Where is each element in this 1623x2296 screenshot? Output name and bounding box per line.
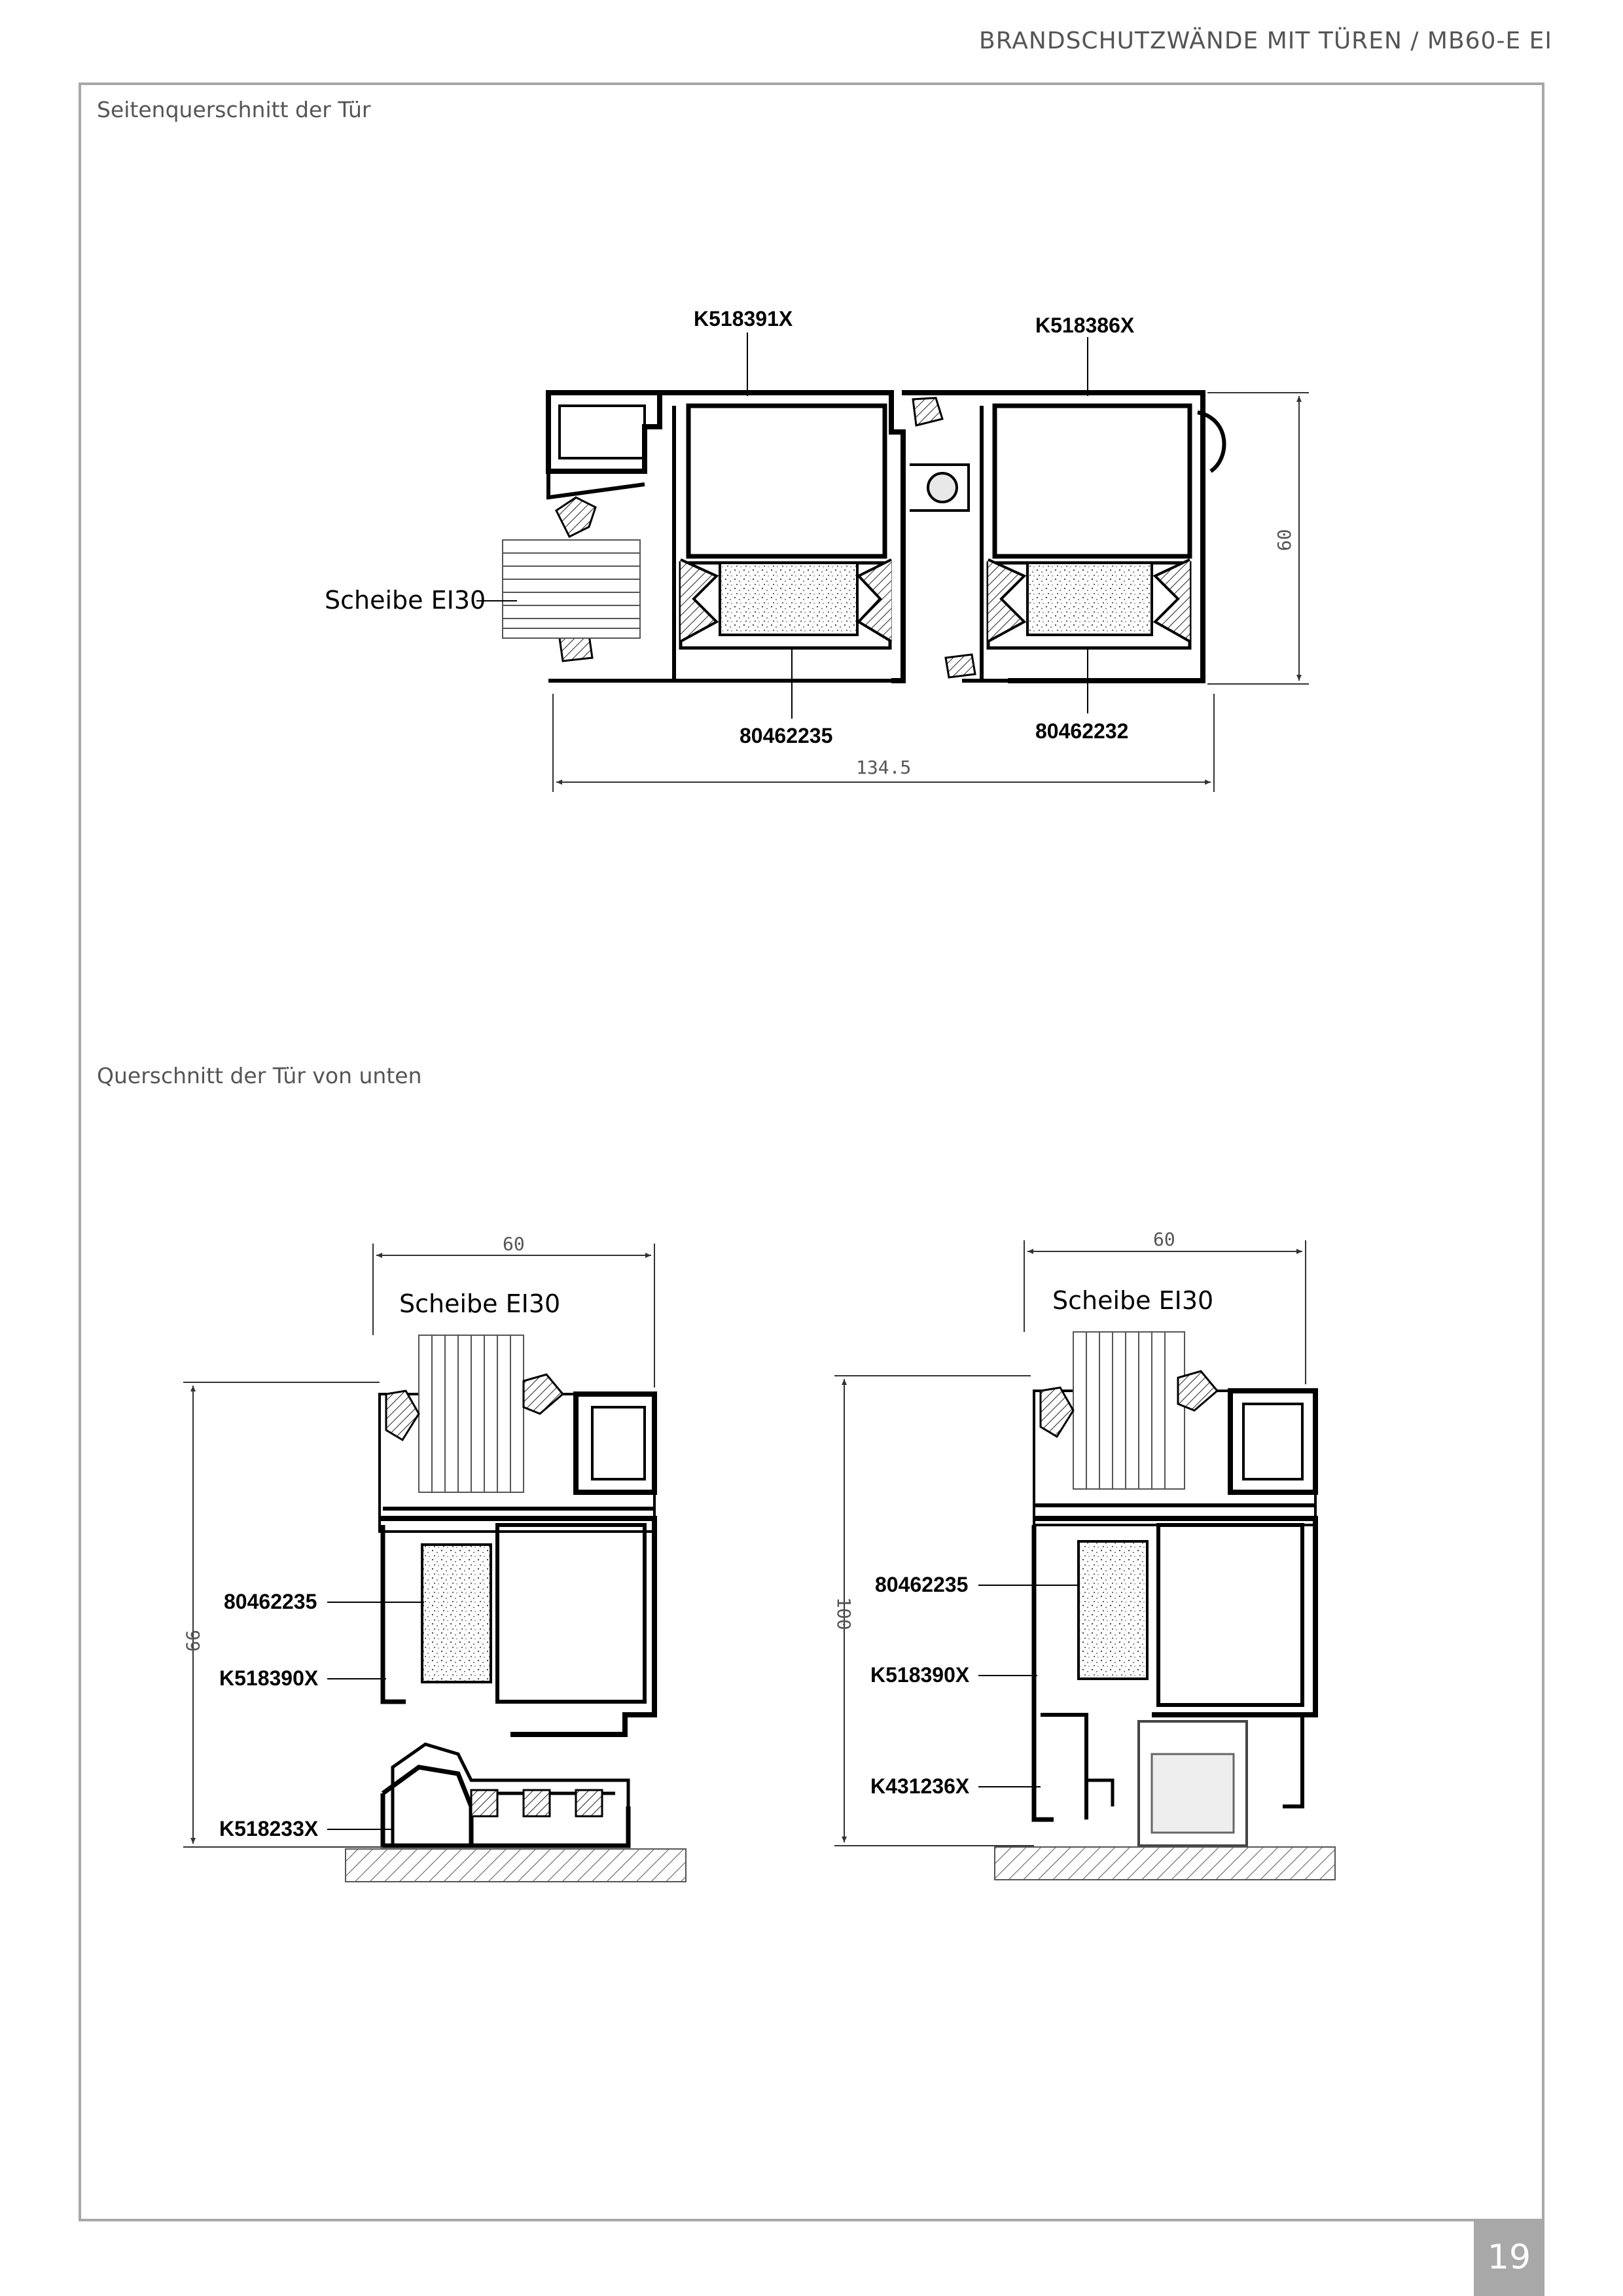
bracket-left-insert [681, 560, 717, 641]
drop-seal-inner [1152, 1754, 1234, 1833]
gasket-bottom-left-2 [524, 1374, 563, 1414]
insulation-insert-bottom-right [1079, 1541, 1147, 1679]
floor-left [346, 1849, 686, 1882]
label-k518390x-bl: K518390X [219, 1666, 319, 1690]
label-80462235-top: 80462235 [740, 724, 833, 747]
insulation-insert-bottom-left [422, 1545, 491, 1682]
insulation-insert-right [1027, 563, 1152, 635]
label-k518386x: K518386X [1035, 314, 1135, 337]
label-80462235-br: 80462235 [875, 1573, 969, 1596]
glass-pane-side [503, 540, 640, 638]
gasket-bottom-left [386, 1391, 419, 1440]
bracket-right2-insert [988, 560, 1024, 641]
glass-pane-bottom-right [1073, 1332, 1185, 1489]
threshold-cavity-1 [471, 1790, 497, 1816]
dim-label-height-top: 60 [1274, 529, 1295, 551]
dimension-height-bottom-left [183, 1382, 383, 1847]
gasket-bottom-right-2 [1178, 1371, 1217, 1410]
section-caption-bottom: Querschnitt der Tür von unten [97, 1063, 422, 1088]
label-k518391x: K518391X [694, 307, 793, 331]
insulation-insert-left [720, 563, 857, 635]
label-k431236x-br: K431236X [870, 1774, 970, 1798]
label-glass-bottom-left: Scheibe EI30 [399, 1289, 561, 1318]
label-glass-side: Scheibe EI30 [325, 586, 486, 615]
section-caption-side: Seitenquerschnitt der Tür [97, 97, 371, 122]
dim-label-width-bottom-right: 60 [1153, 1229, 1175, 1250]
label-k518233x-bl: K518233X [219, 1817, 319, 1840]
bracket-right-insert [859, 560, 891, 641]
threshold-cavity-2 [524, 1790, 550, 1816]
floor-right [995, 1847, 1335, 1880]
label-glass-bottom-right: Scheibe EI30 [1052, 1286, 1214, 1315]
dim-label-width-bottom-left: 60 [503, 1233, 525, 1255]
label-80462235-bl: 80462235 [224, 1590, 317, 1613]
label-k518390x-br: K518390X [870, 1663, 970, 1687]
dim-label-height-bottom-left: 99 [182, 1630, 204, 1652]
threshold-cavity-3 [576, 1790, 602, 1816]
label-80462232-top: 80462232 [1035, 719, 1129, 743]
header-title: BRANDSCHUTZWÄNDE MIT TÜREN / MB60-E EI [979, 27, 1552, 54]
dim-label-height-bottom-right: 100 [833, 1597, 855, 1630]
glass-pane-bottom-left [419, 1335, 524, 1492]
page-number: 19 [1474, 2219, 1544, 2296]
dim-label-width-top: 134.5 [856, 757, 912, 778]
gasket-bottom-right [1041, 1388, 1073, 1437]
bracket-right3-insert [1155, 560, 1190, 641]
